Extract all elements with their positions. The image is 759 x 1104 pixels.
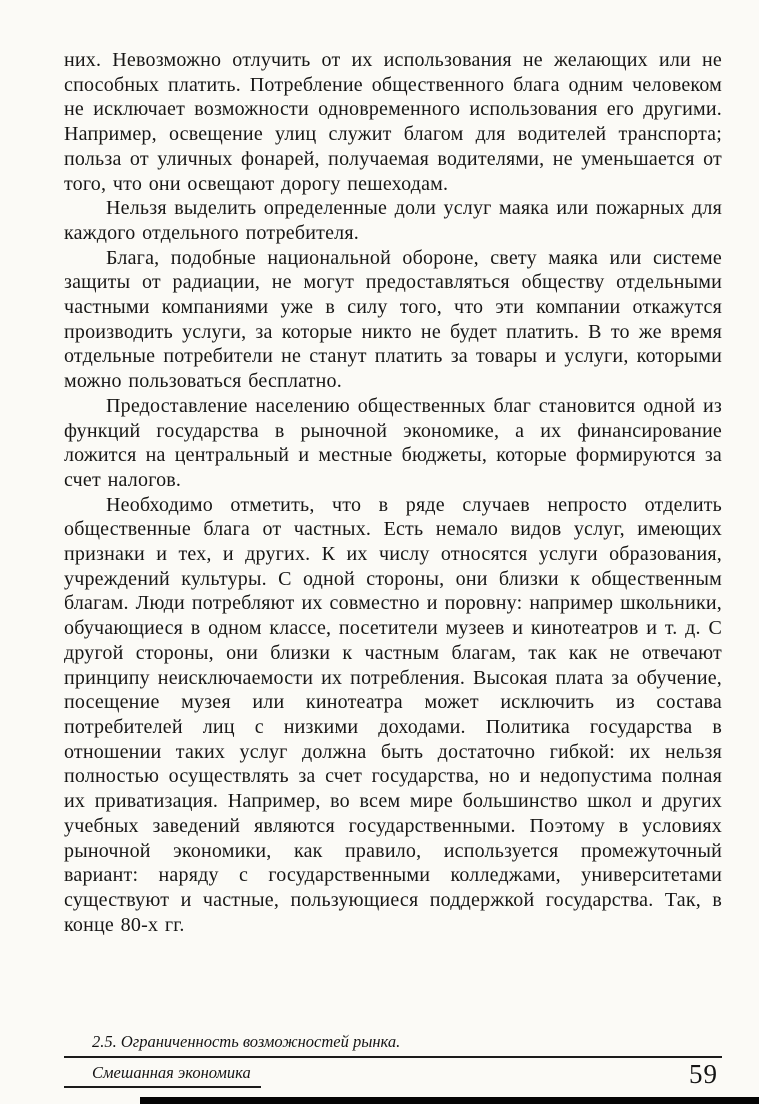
paragraph: Нельзя выделить определенные доли услуг маяка или пожарных для каждого отдельного потребителя. [64, 197, 722, 244]
body-text [64, 48, 722, 937]
scan-edge-bar [140, 1097, 759, 1104]
paragraph: них. Невозможно отлучить от их использования не желающих или не способных платить. Потребление общественного блага одним человеком не исключает возможности одновременного использования его другими. Например, освещение улиц служит благом для водителей транспорта; польза от уличных фонарей, получаемая водителями, не уменьшается от того, что они освещают дорогу пешеходам. [64, 49, 722, 195]
running-title-line1: 2.5. Ограниченность возможностей рынка. [92, 1032, 401, 1052]
paragraph: Блага, подобные национальной обороне, свету маяка или системе защиты от радиации, не могут предоставляться обществу отдельными частными компаниями уже в силу того, что эти компании откажутся производить услуги, за которые никто не будет платить. В то же время отдельные потребители не станут платить за товары и услуги, которыми можно пользоваться бесплатно. [64, 246, 722, 393]
running-title-row-2 [64, 1058, 722, 1088]
paragraph: Необходимо отметить, что в ряде случаев непросто отделить общественные блага от частных. Есть немало видов услуг, имеющих признаки и тех, и других. К их числу относятся услуги образования, учреждений культуры. С одной стороны, они близки к общественным благам. Люди потребляют их совместно и поровну: например школьники, обучающиеся в одном классе, посетители музеев и кинотеатров и т. д. С другой стороны, они близки к частным благам, так как не отвечают принципу неисключаемости их потребления. Высокая плата за обучение, посещение музея или кинотеатра может исключить из состава потребителей лиц с низкими доходами. Политика государства в отношении таких услуг должна быть достаточно гибкой: их нельзя полностью осуществлять за счет государства, но и недопустима полная их приватизация. Например, во всем мире большинство школ и других учебных заведений являются государственными. Поэтому в условиях рыночной экономики, как правило, используется промежуточный вариант: наряду с государственными колледжами, университетами существуют и частные, пользующиеся поддержкой государства. Так, в конце 80-х гг. [64, 493, 722, 936]
page-number: 59 [689, 1059, 718, 1089]
page-footer [64, 1032, 722, 1088]
paragraph: Предоставление населению общественных благ становится одной из функций государства в рыночной экономике, а их финансирование ложится на центральный и местные бюджеты, которые формируются за счет налогов. [64, 394, 722, 491]
running-title-row-1 [64, 1032, 722, 1058]
running-title-line2: Смешанная экономика [64, 1063, 261, 1088]
